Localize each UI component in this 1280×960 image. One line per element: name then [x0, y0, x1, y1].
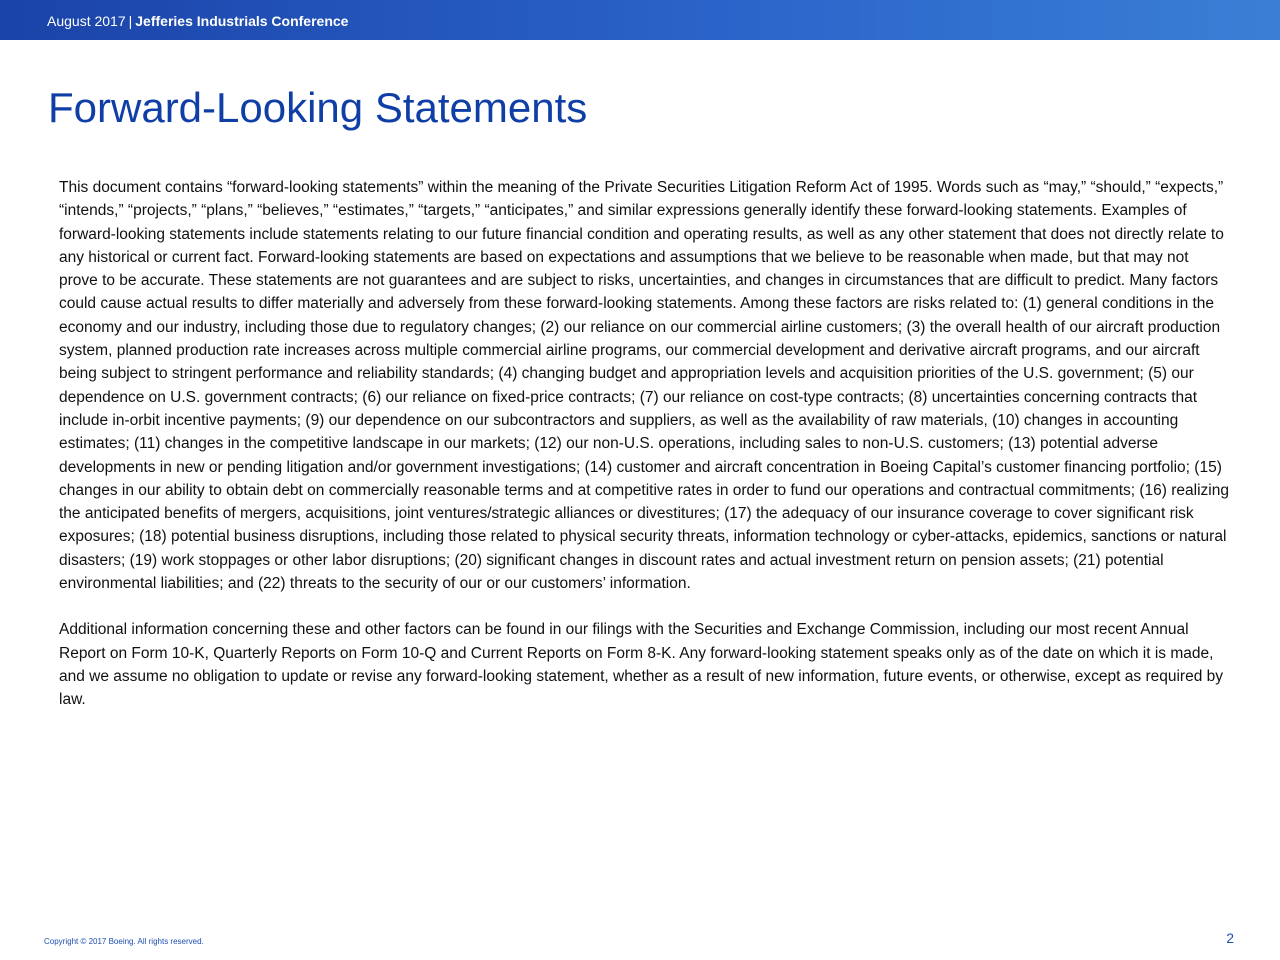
paragraph-additional-info: Additional information concerning these and other factors can be found in our filings with the Securities and Exchange Commission, including our most recent Annual Report on Form 10-K, Quarterly Reports on Form 10-Q and Current Reports on Form 8-K. Any forward-looking statement speaks only as of the date on which it is made, and we assume no obligation to update or revise any forward-looking statement, whether as a result of new information, future events, or otherwise, except as required by law. — [59, 621, 1223, 709]
header-separator: | — [128, 13, 133, 29]
header-conference: Jefferies Industrials Conference — [135, 13, 349, 29]
page-number: 2 — [1226, 930, 1234, 946]
header-text — [47, 13, 348, 29]
paragraph-forward-looking: This document contains “forward-looking statements” within the meaning of the Private Securities Litigation Reform Act of 1995. Words such as “may,” “should,” “expects,” “intends,” “projects,” “plans,” “believes,” “estimates,” “targets,” “anticipates,” and similar expressions generally identify these forward-looking statements. Examples of forward-looking statements include statements relating to our future financial condition and operating results, as well as any other statement that does not directly relate to any historical or current fact. Forward-looking statements are based on expectations and assumptions that we believe to be reasonable when made, but that may not prove to be accurate. These statements are not guarantees and are subject to risks, uncertainties, and changes in circumstances that are difficult to predict. Many factors could cause actual results to differ materially and adversely from these forward-looking statements. Among these factors are risks related to: (1) general conditions in the economy and our industry, including those due to regulatory changes; (2) our reliance on our commercial airline customers; (3) the overall health of our aircraft production system, planned production rate increases across multiple commercial airline programs, our commercial development and derivative aircraft programs, and our aircraft being subject to stringent performance and reliability standards; (4) changing budget and appropriation levels and acquisition priorities of the U.S. government; (5) our dependence on U.S. government contracts; (6) our reliance on fixed-price contracts; (7) our reliance on cost-type contracts; (8) uncertainties concerning contracts that include in-orbit incentive payments; (9) our dependence on our subcontractors and suppliers, as well as the availability of raw materials, (10) changes in accounting estimates; (11) changes in the competitive landscape in our markets; (12) our non-U.S. operations, including sales to non-U.S. customers; (13) potential adverse developments in new or pending litigation and/or government investigations; (14) customer and aircraft concentration in Boeing Capital’s customer financing portfolio; (15) changes in our ability to obtain debt on commercially reasonable terms and at competitive rates in order to fund our operations and contractual commitments; (16) realizing the anticipated benefits of mergers, acquisitions, joint ventures/strategic alliances or divestitures; (17) the adequacy of our insurance coverage to cover significant risk exposures; (18) potential business disruptions, including those related to physical security threats, information technology or cyber-attacks, epidemics, sanctions or natural disasters; (19) work stoppages or other labor disruptions; (20) significant changes in discount rates and actual investment return on pension assets; (21) potential environmental liabilities; and (22) threats to the security of our or our customers’ information. — [59, 179, 1229, 593]
footer-copyright: Copyright © 2017 Boeing. All rights reserved. — [44, 937, 204, 946]
header-date: August 2017 — [47, 13, 126, 29]
page-title: Forward-Looking Statements — [48, 84, 588, 131]
body-content — [59, 176, 1229, 735]
